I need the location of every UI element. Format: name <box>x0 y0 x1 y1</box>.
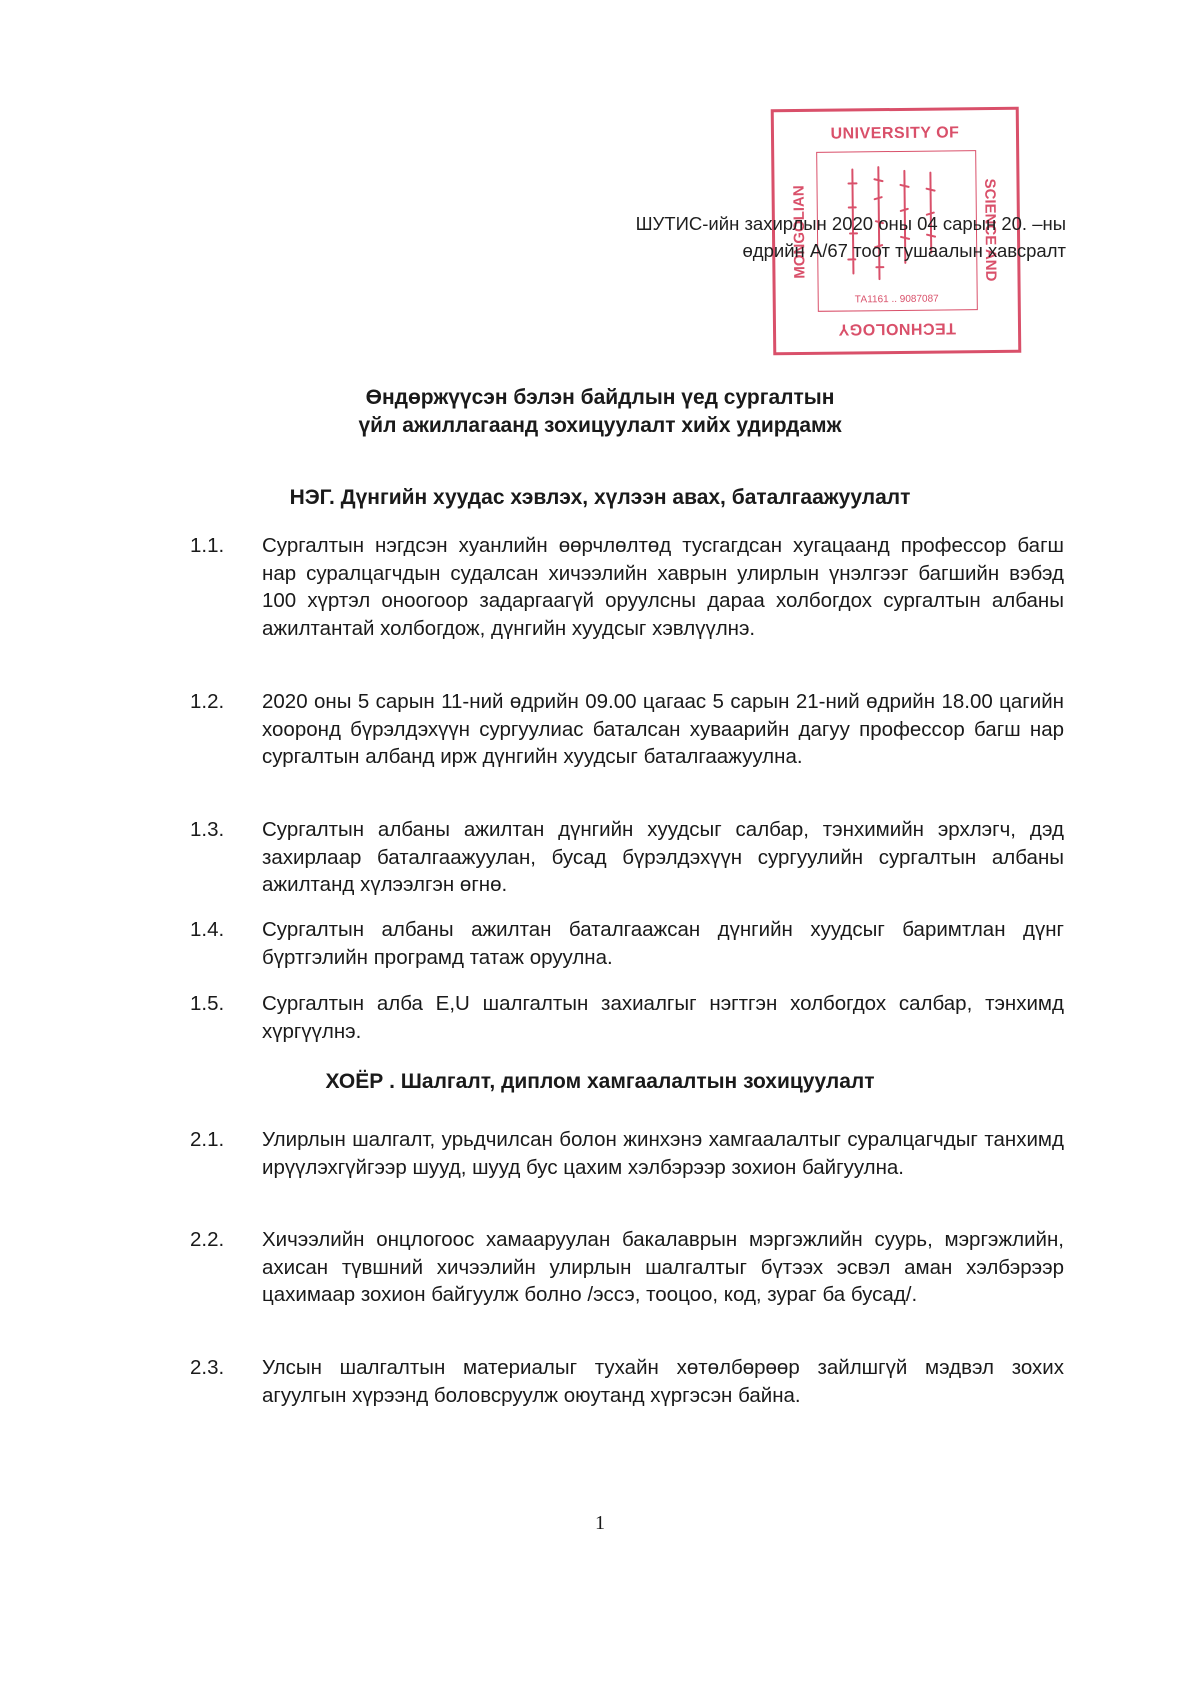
item-text: Сургалтын албаны ажилтан дүнгийн хуудсыг салбар, тэнхимийн эрхлэгч, дэд захирлаар баталгаажуулан, бусад бүрэлдэхүүн сургуулийн сургалтын албаны ажилтанд хүлээлгэн өгнө. <box>262 818 1064 896</box>
item-number: 1.4. <box>190 918 225 941</box>
item-number: 2.3. <box>190 1356 225 1379</box>
reference-line-2: өдрийн А/67 тоот тушаалын хавсралт <box>742 240 1066 261</box>
item-number: 1.5. <box>190 992 225 1015</box>
stamp-bottom-text: TECHNOLOGY <box>837 319 957 338</box>
list-item <box>190 1354 1064 1409</box>
item-number: 1.3. <box>190 818 225 841</box>
list-item <box>190 916 1064 971</box>
item-text: Улирлын шалгалт, урьдчилсан болон жинхэнэ хамгаалалтыг суралцагчдыг танхимд ирүүлэхгүйгээр шууд, шууд бус цахим хэлбэрээр зохион байгуулна. <box>262 1128 1064 1179</box>
item-text: Сургалтын нэгдсэн хуанлийн өөрчлөлтөд тусгагдсан хугацаанд профессор багш нар суралцагчдын судалсан хичээлийн хаврын улирлын үнэлгээг багшийн вэбэд 100 хүртэл оноогоор задаргаагүй оруулсны дараа холбогдох сургалтын албаны ажилтантай холбогдож, дүнгийн хуудсыг хэвлүүлнэ. <box>262 534 1064 640</box>
title-line-1: Өндөржүүсэн бэлэн байдлын үед сургалтын <box>365 386 835 409</box>
list-item <box>190 532 1064 642</box>
document-title <box>0 384 1200 440</box>
list-item <box>190 688 1064 771</box>
stamp-right-text: SCIENCE AND <box>981 178 1000 282</box>
list-item <box>190 816 1064 899</box>
reference-line-1: ШУТИС-ийн захирлын 2020 оны 04 сарын 20. –ны <box>635 213 1066 234</box>
stamp-left-text: MONGOLIAN <box>790 185 809 279</box>
item-number: 2.2. <box>190 1228 225 1251</box>
item-text: Сургалтын алба E,U шалгалтын захиалгыг нэгтгэн холбогдох салбар, тэнхимд хүргүүлнэ. <box>262 992 1064 1043</box>
item-number: 2.1. <box>190 1128 225 1151</box>
list-item <box>190 1226 1064 1309</box>
list-item <box>190 1126 1064 1181</box>
item-text: Сургалтын албаны ажилтан баталгаажсан дүнгийн хуудсыг баримтлан дүнг бүртгэлийн програмд татаж оруулна. <box>262 918 1064 969</box>
page-number: 1 <box>595 1512 605 1534</box>
item-number: 1.1. <box>190 534 225 557</box>
item-number: 1.2. <box>190 690 225 713</box>
title-line-2: үйл ажиллагаанд зохицуулалт хийх удирдамж <box>358 414 842 437</box>
section-heading-2: ХОЁР . Шалгалт, диплом хамгаалалтын зохицуулалт <box>325 1070 875 1093</box>
item-text: Улсын шалгалтын материалыг тухайн хөтөлбөрөөр зайлшгүй мэдвэл зохих агуулгын хүрээнд боловсруулж оюутанд хүргэсэн байна. <box>262 1356 1064 1407</box>
section-heading-1: НЭГ. Дүнгийн хуудас хэвлэх, хүлээн авах, баталгаажуулалт <box>289 486 911 509</box>
item-text: Хичээлийн онцлогоос хамааруулан бакалаврын мэргэжлийн суурь, мэргэжлийн, ахисан түвшний хичээлийн улирлын шалгалтыг бүтээх эсвэл аман хэлбэрээр цахимаар зохион байгуулж болно /эссэ, тооцоо, код, зураг ба бусад/. <box>262 1228 1064 1306</box>
item-text: 2020 оны 5 сарын 11-ний өдрийн 09.00 цагаас 5 сарын 21-ний өдрийн 18.00 цагийн хооронд бүрэлдэхүүн сургуулиас баталсан хуваарийн дагуу профессор багш нар сургалтын албанд ирж дүнгийн хуудсыг баталгаажуулна. <box>262 690 1064 768</box>
document-reference <box>636 210 1066 264</box>
stamp-registration: ТА1161 .. 9087087 <box>854 293 939 306</box>
stamp-top-text: UNIVERSITY OF <box>830 124 960 143</box>
list-item <box>190 990 1064 1045</box>
